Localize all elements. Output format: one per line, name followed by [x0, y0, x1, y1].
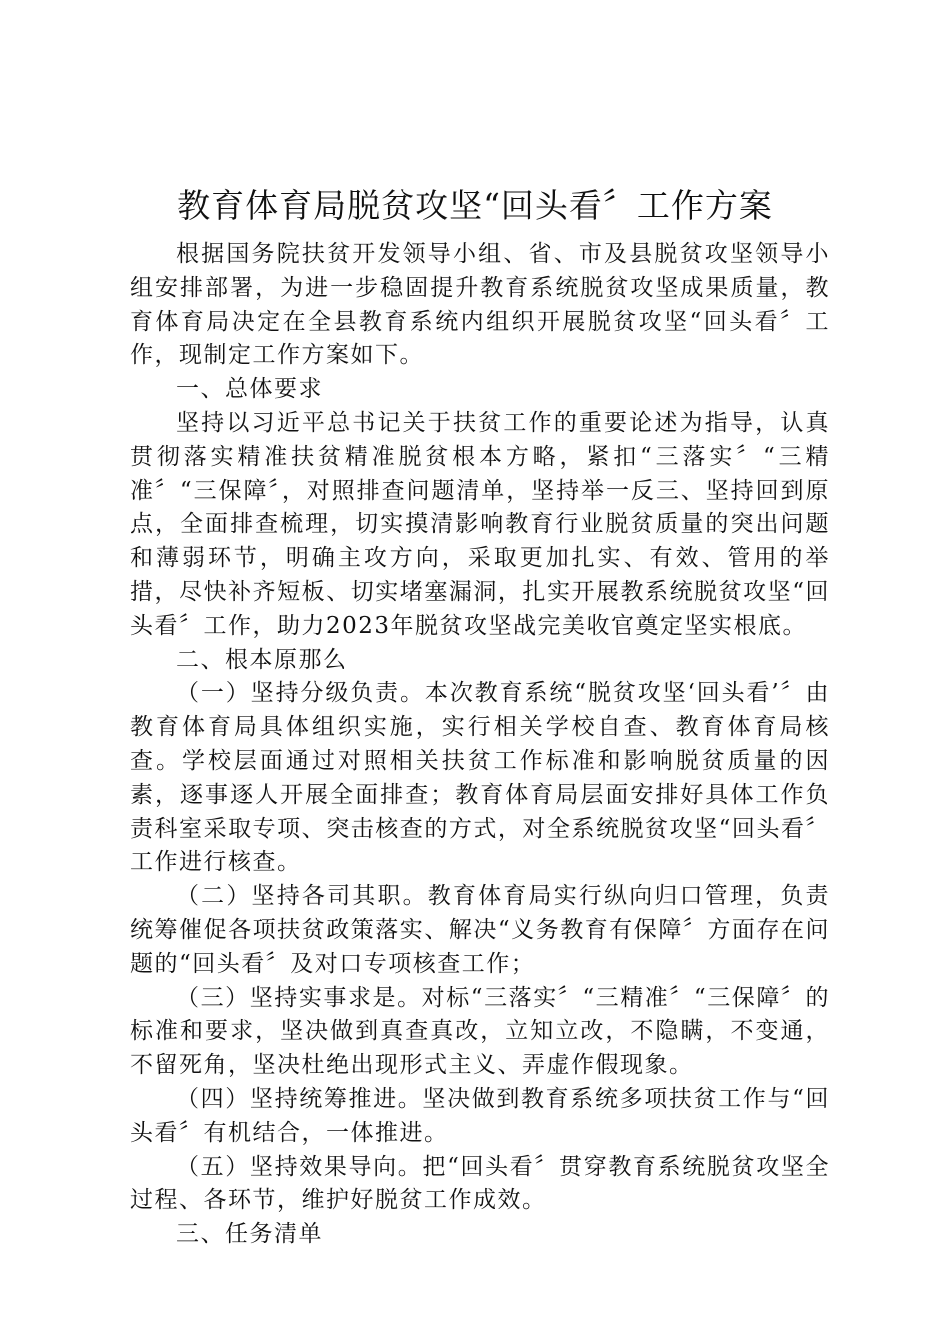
- section-heading-general-requirements: 一、总体要求: [176, 376, 323, 403]
- principle-paragraph: （一）坚持分级负责。本次教育系统“脱贫攻坚‘回头看’〞由教育体育局具体组织实施，实行相关学校自查、教育体育局核查。学校层面通过对照相关扶贫工作标准和影响脱贫质量的因素，逐事逐人开展全面排查；教育体育局层面安排好具体工作负责科室采取专项、突击核查的方式，对全系统脱贫攻坚“回头看〞工作进行核查。: [130, 680, 830, 876]
- section-heading-task-list: 三、任务清单: [176, 1221, 323, 1248]
- principle-paragraph: （五）坚持效果导向。把“回头看〞贯穿教育系统脱贫攻坚全过程、各环节，维护好脱贫工作成效。: [130, 1153, 830, 1214]
- principle-paragraph: （四）坚持统筹推进。坚决做到教育系统多项扶贫工作与“回头看〞有机结合，一体推进。: [130, 1085, 830, 1146]
- intro-paragraph: 根据国务院扶贫开发领导小组、省、市及县脱贫攻坚领导小组安排部署，为进一步稳固提升教育系统脱贫攻坚成果质量，教育体育局决定在全县教育系统内组织开展脱贫攻坚“回头看〞工作，现制定工作方案如下。: [130, 241, 830, 369]
- principle-paragraph: （二）坚持各司其职。教育体育局实行纵向归口管理，负责统筹催促各项扶贫政策落实、解决“义务教育有保障〞方面存在问题的“回头看〞及对口专项核查工作；: [130, 883, 830, 977]
- general-requirements-paragraph: 坚持以习近平总书记关于扶贫工作的重要论述为指导，认真贯彻落实精准扶贫精准脱贫根本方略，紧扣“三落实〞“三精准〞“三保障〞，对照排查问题清单，坚持举一反三、坚持回到原点，全面排查梳理，切实摸清影响教育行业脱贫质量的突出问题和薄弱环节，明确主攻方向，采取更加扎实、有效、管用的举措，尽快补齐短板、切实堵塞漏洞，扎实开展教系统脱贫攻坚“回头看〞工作，助力2023年脱贫攻坚战完美收官奠定坚实根底。: [130, 409, 830, 639]
- section-heading-basic-principles: 二、根本原那么: [176, 646, 348, 673]
- document-page: [130, 180, 830, 1252]
- document-title: 教育体育局脱贫攻坚“回头看〞工作方案: [177, 186, 773, 225]
- principle-paragraph: （三）坚持实事求是。对标“三落实〞“三精准〞“三保障〞的标准和要求，坚决做到真查真改，立知立改，不隐瞒，不变通，不留死角，坚决杜绝出现形式主义、弄虚作假现象。: [130, 984, 830, 1079]
